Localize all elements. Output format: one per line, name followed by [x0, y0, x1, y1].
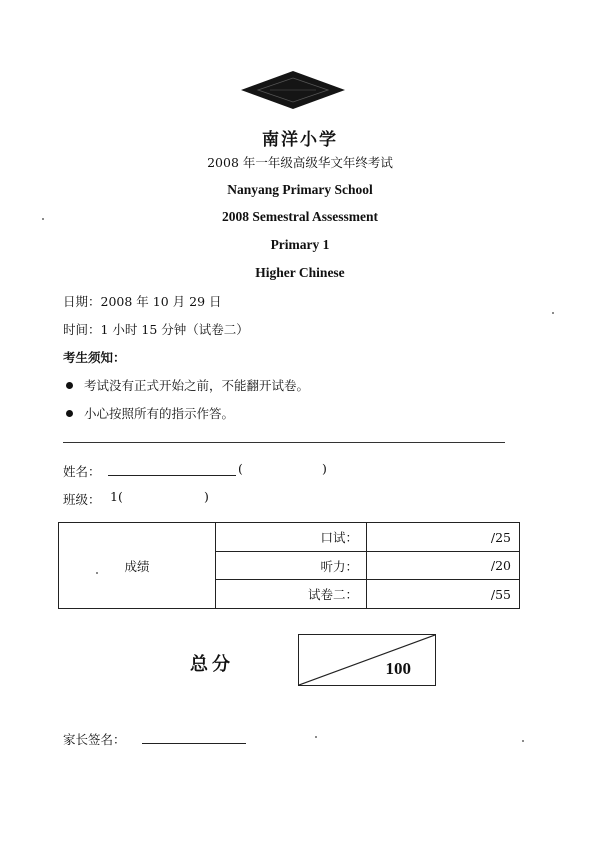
exam-date: 日期：2008 年 10 月 29 日 [63, 294, 222, 309]
diagonal-line [299, 635, 435, 685]
score-max-oral: /25 [367, 523, 520, 552]
scan-speck [552, 312, 554, 314]
name-label: 姓名： [63, 464, 101, 479]
class-paren-close: ) [204, 489, 209, 504]
exam-title-cn: 2008 年一年级高级华文年终考试 [207, 155, 393, 170]
bullet-icon [66, 410, 73, 417]
score-max-paper2: /55 [367, 580, 520, 609]
parent-signature-field[interactable] [142, 743, 246, 744]
score-label: 成绩 [59, 523, 216, 609]
notice-item-1: 考试没有正式开始之前，不能翻开试卷。 [84, 378, 310, 393]
scan-speck [315, 736, 317, 738]
score-table [58, 522, 520, 609]
total-max: 100 [385, 659, 411, 678]
table-row [59, 523, 520, 552]
score-item-oral: 口试： [216, 523, 367, 552]
scan-speck [96, 572, 98, 574]
class-prefix: 1( [110, 489, 123, 504]
exam-time: 时间：1 小时 15 分钟（试卷二） [63, 322, 249, 337]
name-paren-close: ) [322, 461, 327, 476]
notice-title: 考生须知： [63, 350, 126, 365]
section-divider [63, 442, 505, 443]
scan-speck [42, 218, 44, 220]
score-item-paper2: 试卷二： [216, 580, 367, 609]
school-logo [240, 70, 346, 110]
level-title: Primary 1 [270, 237, 330, 252]
name-paren-open: ( [238, 461, 243, 476]
school-name-en: Nanyang Primary School [227, 182, 373, 197]
bullet-icon [66, 382, 73, 389]
assessment-title: 2008 Semestral Assessment [222, 209, 378, 224]
total-score-box [298, 634, 436, 686]
total-label: 总分 [190, 654, 234, 675]
class-label: 班级： [63, 492, 101, 507]
school-name-cn: 南洋小学 [262, 130, 338, 150]
scan-speck [522, 740, 524, 742]
parent-signature-label: 家长签名： [63, 732, 126, 747]
notice-item-2: 小心按照所有的指示作答。 [84, 406, 235, 421]
name-field[interactable] [108, 475, 236, 476]
score-item-listening: 听力： [216, 552, 367, 580]
subject-title: Higher Chinese [255, 265, 345, 280]
score-max-listening: /20 [367, 552, 520, 580]
